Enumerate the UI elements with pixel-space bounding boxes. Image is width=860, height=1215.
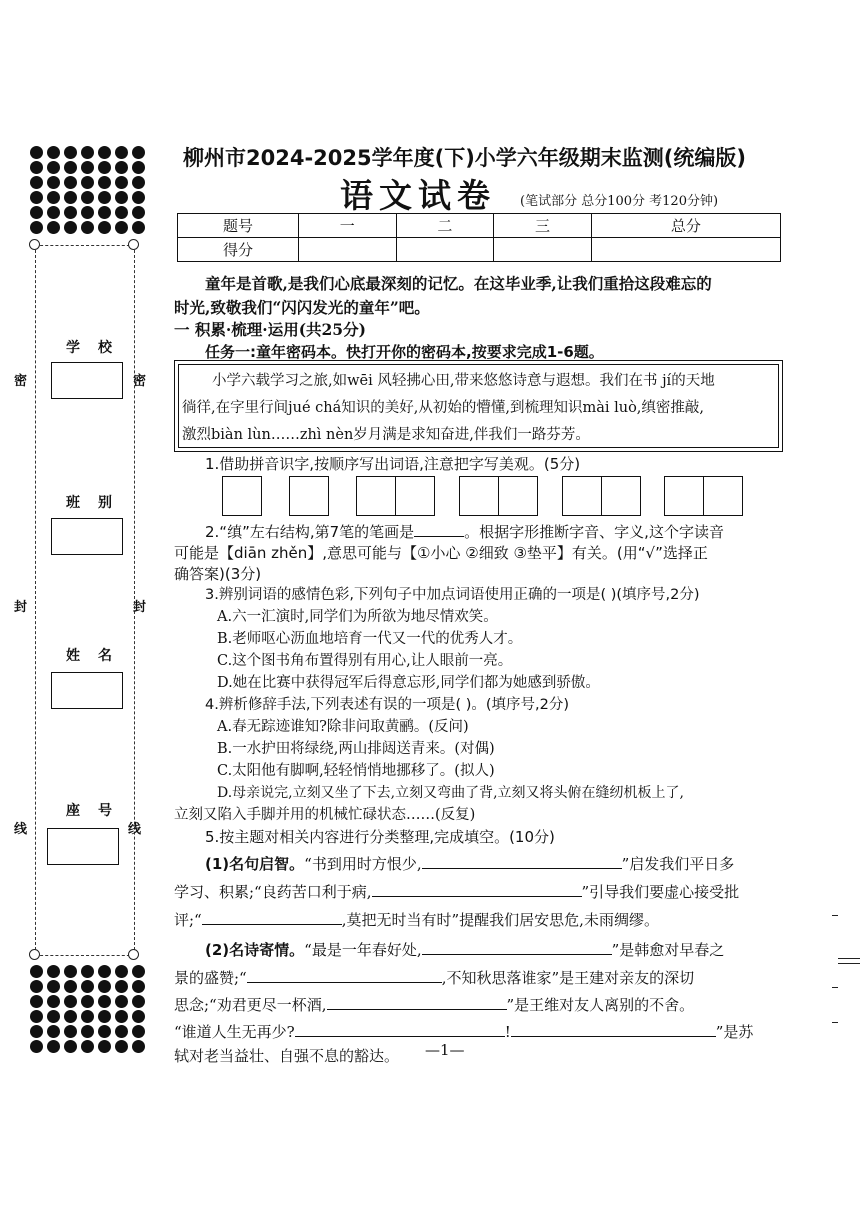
question-3: 3.辨别词语的感情色彩,下列句子中加点词语使用正确的一项是( )(填序号,2分)	[205, 587, 700, 603]
question-4: 4.辨析修辞手法,下列表述有误的一项是( )。(填序号,2分)	[205, 697, 570, 713]
subject-title: 语文试卷	[340, 176, 496, 215]
q5-part1-label: (1)名句启智。	[205, 855, 305, 873]
q5-text: ”是王维对友人离别的不舍。	[506, 996, 695, 1014]
score-cell: 题号	[178, 214, 299, 238]
task-heading: 任务一:童年密码本。快打开你的密码本,按要求完成1-6题。	[205, 343, 604, 361]
answer-blank[interactable]	[327, 993, 507, 1010]
answer-blank[interactable]	[247, 966, 442, 983]
score-cell: 总分	[591, 214, 780, 238]
corner-circle	[128, 949, 139, 960]
corner-circle	[128, 239, 139, 250]
q5-text: 思念;“劝君更尽一杯酒,	[174, 996, 327, 1014]
binding-left-line	[35, 245, 36, 955]
q5-part2-label: (2)名诗寄情。	[205, 941, 305, 959]
answer-blank[interactable]	[511, 1020, 716, 1037]
q5-text: 学习、积累;“良药苦口利于病,	[174, 883, 372, 901]
score-input-cell[interactable]	[591, 238, 780, 262]
q5-part2-line2	[174, 966, 694, 989]
answer-cell[interactable]	[664, 476, 704, 516]
seat-label: 座号	[66, 803, 130, 819]
class-label: 班别	[66, 495, 130, 511]
answer-blank[interactable]	[372, 880, 582, 897]
score-input-cell[interactable]	[299, 238, 397, 262]
seal-mark-feng: 封	[133, 600, 147, 615]
corner-circle	[29, 239, 40, 250]
answer-cell[interactable]	[395, 476, 435, 516]
binding-top-line	[35, 245, 135, 246]
bottom-dot-pattern	[30, 965, 146, 1053]
section-heading: 一 积累·梳理·运用(共25分)	[174, 320, 366, 339]
q5-text: 景的盛赞;“	[174, 969, 247, 987]
q5-part2-line5: 轼对老当益壮、自强不息的豁达。	[174, 1047, 400, 1065]
scan-artifact	[832, 1022, 838, 1023]
q5-text: 评;“	[174, 911, 202, 929]
corner-circle	[29, 949, 40, 960]
q5-text: ”是苏	[715, 1023, 754, 1041]
q5-part1-line2	[174, 880, 739, 903]
question-5: 5.按主题对相关内容进行分类整理,完成填空。(10分)	[205, 828, 555, 846]
top-dot-pattern	[30, 146, 146, 234]
question-3-option-b: B.老师呕心沥血地培育一代又一代的优秀人才。	[217, 631, 523, 647]
answer-cell[interactable]	[562, 476, 602, 516]
seal-mark-feng: 封	[14, 600, 28, 615]
q5-part2-line1	[205, 938, 724, 961]
q5-text: ”是韩愈对早春之	[611, 941, 725, 959]
q5-text: ”启发我们平日多	[621, 855, 735, 873]
score-table	[177, 213, 781, 262]
passage-line-3: 激烈biàn lùn……zhì nèn岁月满是求知奋进,伴我们一路芬芳。	[182, 427, 590, 443]
seal-mark-xian: 线	[14, 822, 28, 837]
question-4-option-c: C.太阳他有脚啊,轻轻悄悄地挪移了。(拟人)	[217, 763, 495, 779]
score-table-header-row	[178, 214, 781, 238]
score-cell: 二	[396, 214, 494, 238]
score-table-score-row	[178, 238, 781, 262]
question-4-option-a: A.春无踪迹谁知?除非问取黄鹂。(反问)	[217, 719, 469, 735]
question-2-line-1	[205, 520, 724, 543]
question-2-line-3: 确答案)(3分)	[174, 565, 262, 583]
scan-artifact	[832, 915, 838, 916]
q5-text: “最是一年春好处,	[304, 941, 422, 959]
scan-artifact	[838, 958, 860, 959]
q5-part2-line3	[174, 993, 694, 1016]
answer-blank[interactable]	[295, 1020, 505, 1037]
seal-mark-xian: 线	[128, 822, 142, 837]
q5-text: “书到用时方恨少,	[304, 855, 422, 873]
name-label: 姓名	[66, 648, 130, 664]
class-field[interactable]	[51, 518, 123, 555]
q5-text: ,莫把无时当有时”提醒我们居安思危,未雨绸缪。	[341, 911, 659, 929]
answer-blank[interactable]	[202, 908, 342, 925]
answer-cell[interactable]	[498, 476, 538, 516]
seat-field[interactable]	[47, 828, 119, 865]
score-input-cell[interactable]	[494, 238, 592, 262]
q5-text: !	[504, 1023, 511, 1041]
seal-mark-mi: 密	[133, 374, 147, 389]
answer-blank[interactable]	[422, 852, 622, 869]
intro-line-2: 时光,致敬我们“闪闪发光的童年”吧。	[174, 298, 430, 317]
question-2-line-2: 可能是【diān zhěn】,意思可能与【①小心 ②细致 ③垫平】有关。(用“√”选择正	[174, 544, 708, 562]
q5-part2-line4	[174, 1020, 753, 1043]
q5-text: “谁道人生无再少?	[174, 1023, 295, 1041]
score-cell: 三	[494, 214, 592, 238]
question-1: 1.借助拼音识字,按顺序写出词语,注意把字写美观。(5分)	[205, 455, 581, 473]
question-4-option-b: B.一水护田将绿绕,两山排闼送青来。(对偶)	[217, 741, 495, 757]
question-3-option-c: C.这个图书角布置得别有用心,让人眼前一亮。	[217, 653, 513, 669]
question-2-text-a: 2.“缜”左右结构,第7笔的笔画是	[205, 523, 415, 541]
score-cell: 一	[299, 214, 397, 238]
answer-cell[interactable]	[459, 476, 499, 516]
q5-part1-line3	[174, 908, 659, 931]
exam-title: 柳州市2024-2025学年度(下)小学六年级期末监测(统编版)	[183, 146, 746, 170]
passage-line-2: 徜徉,在字里行间jué chá知识的美好,从初始的懵懂,到梳理知识mài luò,缜密推敲,	[182, 400, 705, 416]
page-number: —1—	[425, 1041, 465, 1059]
scan-artifact	[838, 963, 860, 964]
exam-subtitle: (笔试部分 总分100分 考120分钟)	[520, 194, 719, 209]
q5-text: ,不知秋思落谁家”是王建对亲友的深切	[441, 969, 695, 987]
answer-blank[interactable]	[422, 938, 612, 955]
answer-cell[interactable]	[289, 476, 329, 516]
question-3-option-d: D.她在比赛中获得冠军后得意忘形,同学们都为她感到骄傲。	[217, 675, 600, 691]
answer-cell[interactable]	[601, 476, 641, 516]
q5-text: ”引导我们要虚心接受批	[581, 883, 740, 901]
answer-cell[interactable]	[222, 476, 262, 516]
school-field[interactable]	[51, 362, 123, 399]
binding-bottom-line	[35, 955, 135, 956]
score-cell: 得分	[178, 238, 299, 262]
question-2-text-b: 。根据字形推断字音、字义,这个字读音	[464, 523, 724, 541]
answer-cell[interactable]	[356, 476, 396, 516]
stroke-blank[interactable]	[414, 520, 464, 537]
name-field[interactable]	[51, 672, 123, 709]
intro-line-1: 童年是首歌,是我们心底最深刻的记忆。在这毕业季,让我们重拾这段难忘的	[205, 274, 712, 293]
seal-mark-mi: 密	[14, 374, 28, 389]
q5-part1-line1	[205, 852, 734, 875]
passage-line-1: 小学六载学习之旅,如wēi 风轻拂心田,带来悠悠诗意与遐想。我们在书 jí的天地	[212, 373, 715, 389]
score-input-cell[interactable]	[396, 238, 494, 262]
question-4-option-d-line-2: 立刻又陷入手脚并用的机械忙碌状态……(反复)	[174, 807, 476, 823]
answer-cell[interactable]	[703, 476, 743, 516]
school-label: 学校	[66, 340, 130, 356]
question-4-option-d-line-1: D.母亲说完,立刻又坐了下去,立刻又弯曲了背,立刻又将头俯在缝纫机板上了,	[217, 785, 684, 801]
question-3-option-a: A.六一汇演时,同学们为所欲为地尽情欢笑。	[217, 609, 498, 625]
scan-artifact	[832, 987, 838, 988]
